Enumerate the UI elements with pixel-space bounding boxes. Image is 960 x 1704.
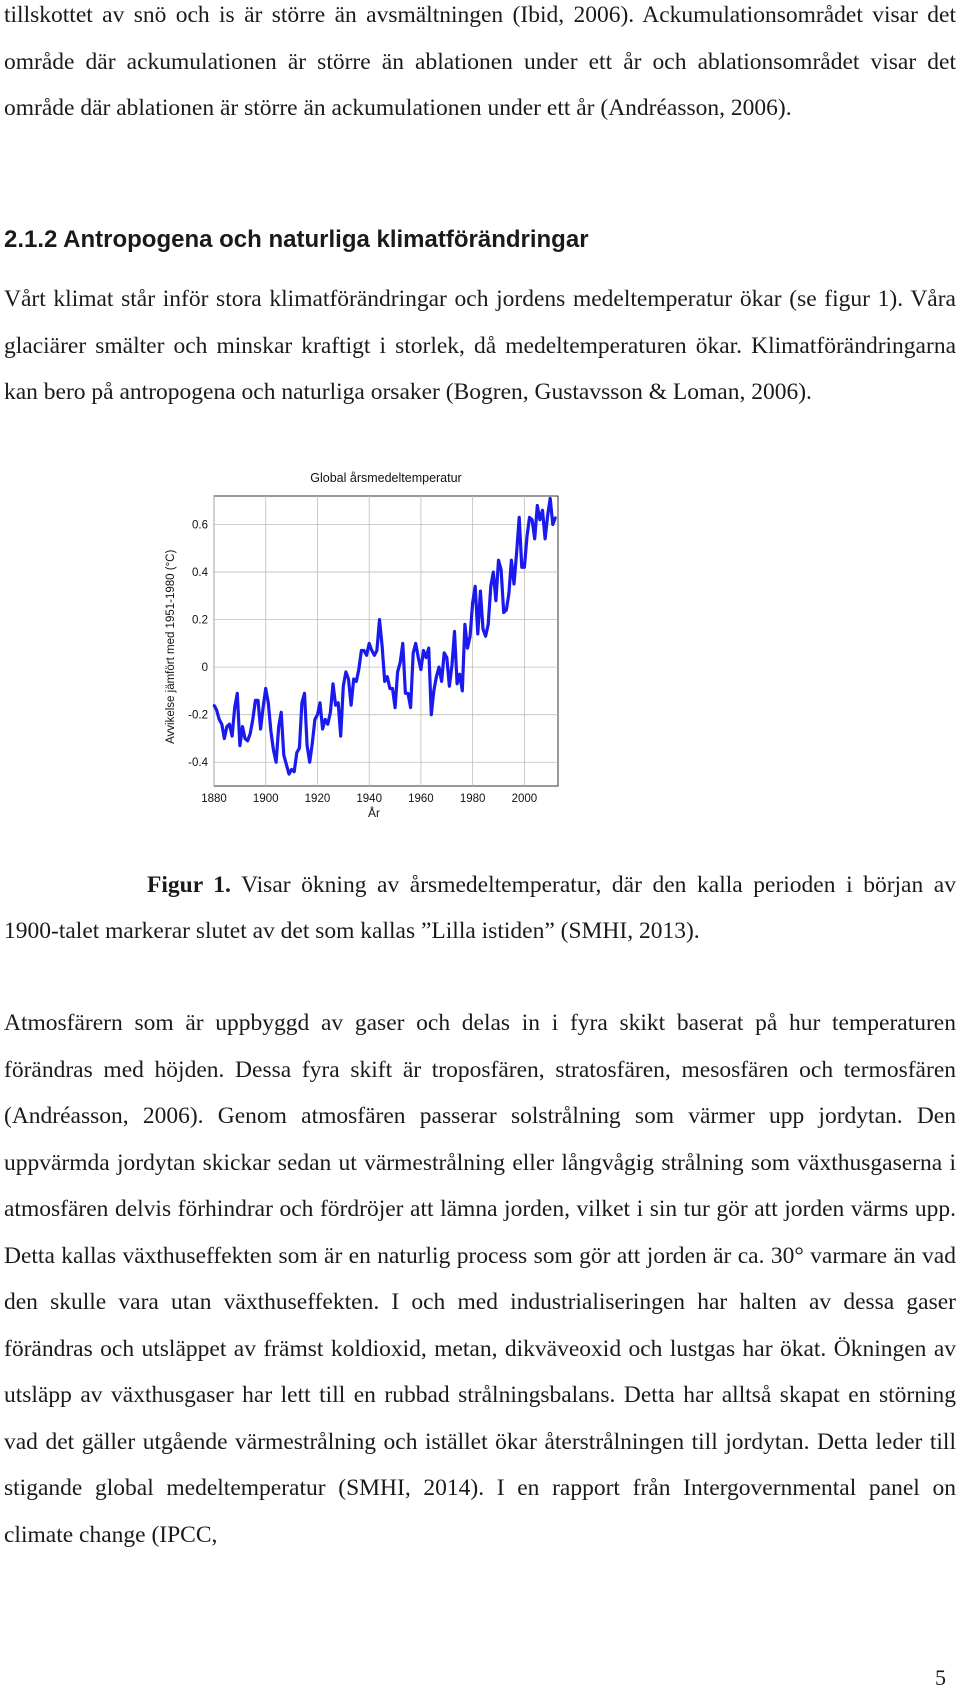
data-point — [479, 590, 481, 592]
data-point — [259, 728, 261, 730]
data-point — [428, 647, 430, 649]
data-point — [254, 699, 256, 701]
data-point — [329, 711, 331, 713]
y-axis-label: Avvikelse jämfört med 1951-1980 (°C) — [165, 549, 177, 744]
data-point — [234, 706, 236, 708]
data-point — [513, 583, 515, 585]
data-point — [381, 645, 383, 647]
data-point — [347, 678, 349, 680]
data-point — [316, 714, 318, 716]
data-point — [394, 706, 396, 708]
data-point — [456, 683, 458, 685]
data-point — [321, 728, 323, 730]
data-point — [249, 733, 251, 735]
data-point — [399, 661, 401, 663]
section-paragraph: Vårt klimat står inför stora klimatförändringar och jordens medeltemperatur ökar (se figur 1). Våra glaciärer smälter och minskar kraftigt i storlek, då medeltemperaturen ökar. Klimatförändringarna kan bero på antropogena och naturliga orsaker (Bogren, Gustavsson & Loman, 2006). — [4, 286, 956, 405]
data-point — [355, 680, 357, 682]
intro-paragraph: tillskottet av snö och is är större än avsmältningen (Ibid, 2006). Ackumulationsområdet visar det område där ackumulationen är större än ablationen under ett år och ablationsområdet visar det område där ablationen är större än ackumulationen under ett år (Andréasson, 2006). — [4, 2, 956, 121]
data-point — [296, 752, 298, 754]
data-point — [433, 690, 435, 692]
data-point — [267, 702, 269, 704]
data-point — [448, 685, 450, 687]
data-point — [528, 516, 530, 518]
data-point — [461, 690, 463, 692]
data-point — [384, 680, 386, 682]
figure-caption — [4, 862, 956, 954]
temperature-chart — [150, 466, 620, 856]
data-point — [539, 519, 541, 521]
atmosphere-paragraph: Atmosfärern som är uppbyggd av gaser och delas in i fyra skikt baserat på hur temperaturen förändras med höjden. Dessa fyra skift är troposfären, stratosfären, mesosfären och termosfären (Andréasson, 2006). Genom atmosfären passerar solstrålning som värmer upp jordytan. Den uppvärmda jordytan skickar sedan ut värmestrålning eller långvågig strålning som växthusgaserna i atmosfären delvis förhindrar och fördröjer att lämna jorden, vilket i sin tur gör att jorden värms upp. Detta kallas växthuseffekten som är en naturlig process som gör att jorden är ca. 30° varmare än vad den skulle vara utan växthuseffekten. I och med industrialiseringen har halten av dessa gaser förändras och utsläppet av främst koldioxid, metan, dikväveoxid och lustgas har ökat. Ökningen av utsläpp av växthusgaser har lett till en rubbad strålningsbalans. Detta har alltså skapat en störning vad det gäller utgående värmestrålning och istället ökar återstrålningen till jordytan. Detta leder till stigande global medeltemperatur (SMHI, 2014). I en rapport från Intergovernmental panel on climate change (IPCC, — [4, 1010, 956, 1548]
x-tick-label: 1960 — [408, 793, 434, 805]
data-point — [389, 687, 391, 689]
data-point — [420, 668, 422, 670]
data-point — [371, 649, 373, 651]
data-point — [334, 704, 336, 706]
data-point — [332, 683, 334, 685]
data-point — [213, 704, 215, 706]
data-point — [435, 676, 437, 678]
data-point — [391, 687, 393, 689]
data-point — [288, 773, 290, 775]
data-point — [521, 566, 523, 568]
x-tick-label: 1900 — [252, 793, 279, 805]
data-point — [309, 761, 311, 763]
data-point — [350, 704, 352, 706]
data-point — [453, 630, 455, 632]
data-point — [554, 516, 556, 518]
data-point — [541, 509, 543, 511]
data-point — [396, 671, 398, 673]
data-point — [459, 673, 461, 675]
data-point — [526, 535, 528, 537]
data-point — [236, 692, 238, 694]
data-point — [536, 504, 538, 506]
data-point — [228, 723, 230, 725]
data-point — [547, 514, 549, 516]
x-tick-label: 2000 — [511, 793, 538, 805]
data-point — [417, 656, 419, 658]
data-point — [484, 635, 486, 637]
chart-title: Global årsmedeltemperatur — [310, 471, 462, 485]
x-tick-label: 1920 — [304, 793, 331, 805]
data-point — [446, 656, 448, 658]
data-point — [378, 618, 380, 620]
data-point — [257, 699, 259, 701]
figure-1 — [150, 466, 620, 856]
data-point — [430, 714, 432, 716]
data-point — [342, 685, 344, 687]
data-point — [422, 649, 424, 651]
data-point — [402, 642, 404, 644]
data-point — [223, 737, 225, 739]
data-point — [239, 744, 241, 746]
data-point — [451, 664, 453, 666]
y-tick-label: 0.4 — [192, 567, 208, 580]
data-point — [376, 649, 378, 651]
data-point — [492, 571, 494, 573]
data-point — [319, 702, 321, 704]
data-point — [241, 725, 243, 727]
data-point — [337, 702, 339, 704]
y-tick-label: 0.2 — [192, 614, 208, 627]
caption-label: Figur 1. — [147, 872, 231, 898]
data-point — [293, 771, 295, 773]
data-point — [443, 652, 445, 654]
data-point — [386, 676, 388, 678]
data-point — [534, 538, 536, 540]
data-point — [471, 602, 473, 604]
caption-text: Visar ökning av årsmedeltemperatur, där den kalla perioden i början av 1900-talet markerar slutet av det som kallas ”Lilla istiden” (SMHI, 2013). — [4, 872, 956, 944]
data-point — [345, 671, 347, 673]
data-point — [246, 740, 248, 742]
data-point — [500, 569, 502, 571]
data-point — [262, 706, 264, 708]
data-point — [368, 642, 370, 644]
data-point — [265, 687, 267, 689]
data-point — [438, 666, 440, 668]
data-point — [280, 711, 282, 713]
data-point — [358, 668, 360, 670]
data-point — [252, 718, 254, 720]
data-point — [301, 702, 303, 704]
data-point — [474, 585, 476, 587]
data-point — [221, 723, 223, 725]
data-point — [360, 649, 362, 651]
data-point — [231, 735, 233, 737]
data-point — [518, 516, 520, 518]
data-point — [272, 749, 274, 751]
data-point — [495, 599, 497, 601]
data-point — [353, 678, 355, 680]
data-point — [303, 692, 305, 694]
y-tick-label: 0 — [201, 662, 208, 675]
y-tick-label: -0.4 — [188, 757, 208, 770]
data-point — [311, 742, 313, 744]
data-point — [515, 552, 517, 554]
data-point — [278, 725, 280, 727]
data-point — [404, 692, 406, 694]
data-point — [244, 737, 246, 739]
data-point — [464, 623, 466, 625]
data-point — [497, 559, 499, 561]
x-tick-label: 1980 — [459, 793, 486, 805]
data-point — [409, 706, 411, 708]
data-point — [412, 652, 414, 654]
data-point — [327, 723, 329, 725]
data-point — [425, 656, 427, 658]
data-point — [549, 497, 551, 499]
data-point — [340, 735, 342, 737]
data-point — [523, 566, 525, 568]
data-point — [477, 633, 479, 635]
y-tick-label: 0.6 — [192, 519, 208, 532]
data-point — [407, 692, 409, 694]
data-point — [503, 611, 505, 613]
data-point — [298, 747, 300, 749]
page-number: 5 — [935, 1665, 946, 1690]
data-point — [505, 609, 507, 611]
data-point — [531, 519, 533, 521]
data-point — [226, 725, 228, 727]
data-point — [314, 718, 316, 720]
data-point — [285, 763, 287, 765]
data-point — [469, 635, 471, 637]
data-point — [490, 585, 492, 587]
data-point — [363, 649, 365, 651]
data-point — [466, 647, 468, 649]
data-point — [510, 559, 512, 561]
data-point — [440, 680, 442, 682]
data-point — [487, 623, 489, 625]
data-point — [544, 538, 546, 540]
data-point — [283, 754, 285, 756]
x-tick-label: 1940 — [356, 793, 382, 805]
section-heading: 2.1.2 Antropogena och naturliga klimatförändringar — [4, 226, 589, 253]
data-point — [482, 628, 484, 630]
data-point — [415, 642, 417, 644]
x-axis-label: År — [368, 806, 380, 820]
data-point — [270, 730, 272, 732]
data-point — [552, 523, 554, 525]
data-point — [215, 709, 217, 711]
y-tick-label: -0.2 — [188, 709, 208, 722]
data-point — [324, 718, 326, 720]
data-point — [365, 654, 367, 656]
data-point — [508, 592, 510, 594]
data-point — [290, 768, 292, 770]
data-point — [306, 744, 308, 746]
data-point — [373, 654, 375, 656]
x-tick-label: 1880 — [201, 793, 227, 805]
data-point — [218, 718, 220, 720]
data-point — [275, 761, 277, 763]
